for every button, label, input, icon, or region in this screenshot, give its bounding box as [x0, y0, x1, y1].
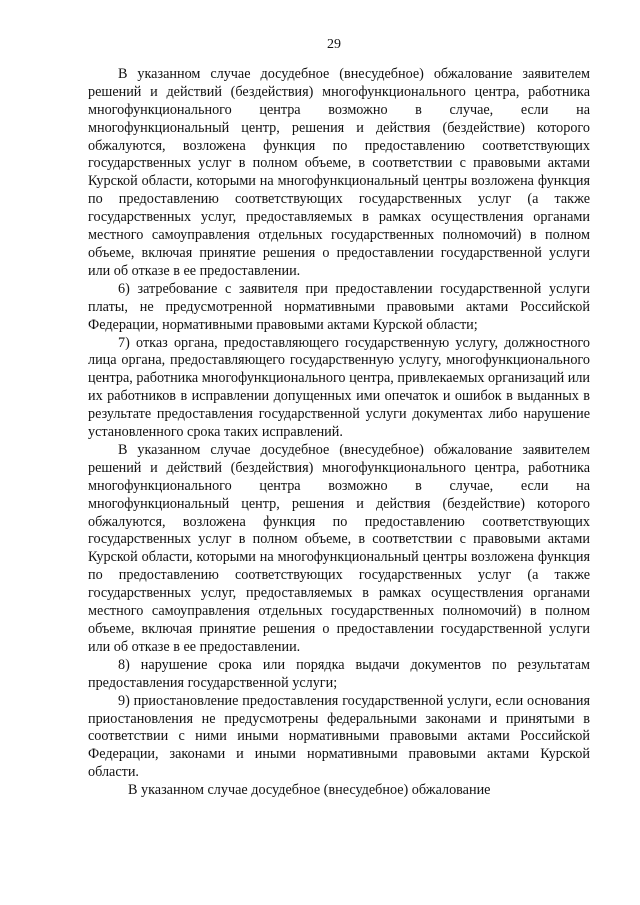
page-number: 29 — [327, 37, 341, 52]
paragraph-mfc-appeal-3: В указанном случае досудебное (внесудебное) обжалование — [128, 782, 491, 799]
paragraph-item-8: 8) нарушение срока или порядка выдачи документов по результатам предоставления государственной услуги; — [88, 656, 590, 691]
paragraph-item-9: 9) приостановление предоставления государственной услуги, если основания приостановления не предусмотрены федеральными законами и принятыми в соответствии с ними иными нормативными правовыми актами Российской Федерации, законами и иными нормативными правовыми актами Курской области. — [88, 692, 590, 781]
paragraph-item-7: 7) отказ органа, предоставляющего государственную услугу, должностного лица органа, предоставляющего государственную услугу, многофункционального центра, работника многофункционального центра, привлекаемых организаций или их работников в исправлении допущенных ими опечаток и ошибок в выданных в результате предоставления государственной услуги документах либо нарушение установленного срока таких исправлений. — [88, 334, 590, 441]
paragraph-mfc-appeal-1: В указанном случае досудебное (внесудебное) обжалование заявителем решений и действий (бездействия) многофункционального центра, работника многофункционального центра возможно в случае, если на многофункциональный центр, решения и действия (бездействие) которого обжалуются, возложена функция по предоставлению соответствующих государственных услуг в полном объеме, в соответствии с правовыми актами Курской области, которыми на многофункциональный центры возложена функция по предоставлению соответствующих государственных услуг (а также государственных услуг, предоставляемых в рамках осуществления органами местного самоуправления отдельных государственных полномочий) в полном объеме, включая принятие решения о предоставлении государственной услуги или об отказе в ее предоставлении. — [88, 65, 590, 279]
paragraph-item-6: 6) затребование с заявителя при предоставлении государственной услуги платы, не предусмотренной нормативными правовыми актами Российской Федерации, нормативными правовыми актами Курской области; — [88, 280, 590, 333]
paragraph-mfc-appeal-2: В указанном случае досудебное (внесудебное) обжалование заявителем решений и действий (бездействия) многофункционального центра, работника многофункционального центра возможно в случае, если на многофункциональный центр, решения и действия (бездействие) которого обжалуются, возложена функция по предоставлению соответствующих государственных услуг в полном объеме, в соответствии с правовыми актами Курской области, которыми на многофункциональный центры возложена функция по предоставлению соответствующих государственных услуг (а также государственных услуг, предоставляемых в рамках осуществления органами местного самоуправления отдельных государственных полномочий) в полном объеме, включая принятие решения о предоставлении государственной услуги или об отказе в ее предоставлении. — [88, 441, 590, 655]
